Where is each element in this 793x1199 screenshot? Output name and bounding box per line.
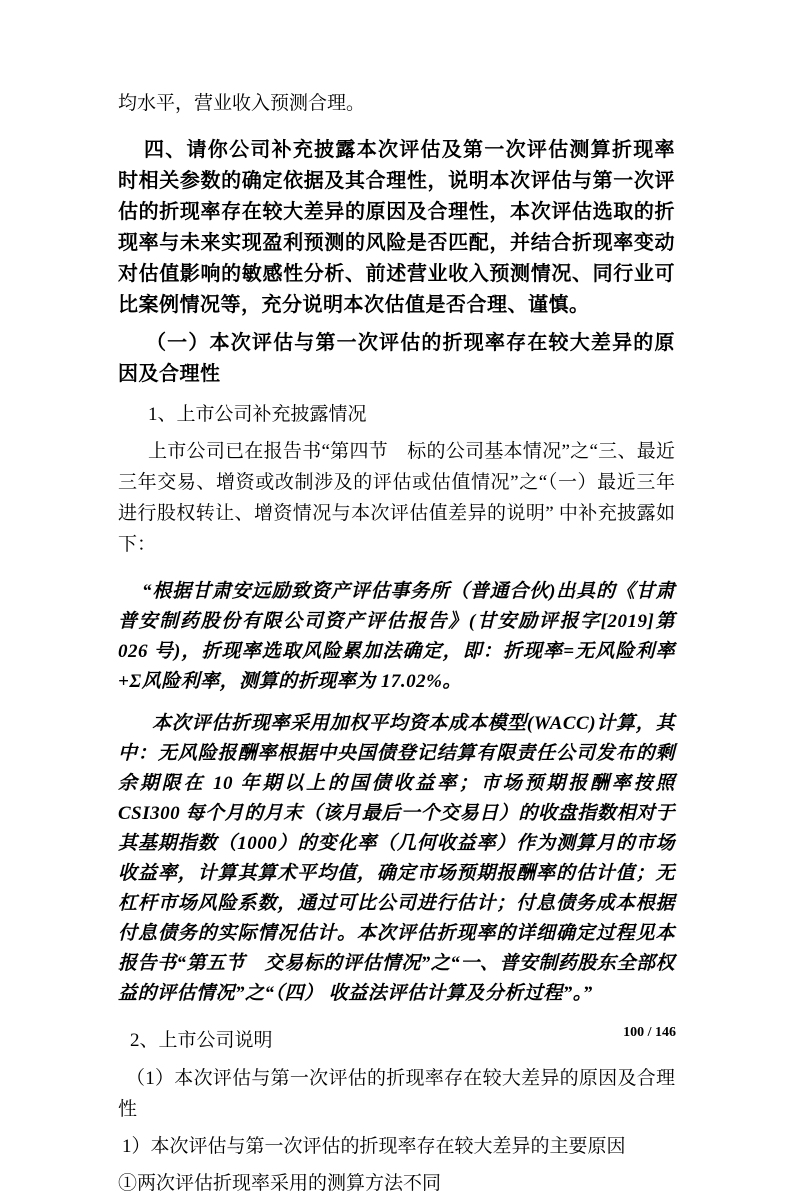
quote-paragraph-discount-rate: “根据甘肃安远励致资产评估事务所（普通合伙)出具的《甘肃普安制药股份有限公司资产评估报告》(甘安励评报字[2019]第 026 号)，折现率选取风险累加法确定，即：折现率=无风险利率+Σ风险利率，测算的折现率为 17.02%。 (118, 581, 675, 692)
disclosure-intro-paragraph: 上市公司已在报告书“第四节 标的公司基本情况”之“三、最近三年交易、增资或改制涉及的评估或估值情况”之“（一）最近三年进行股权转让、增资情况与本次评估值差异的说明” 中补充披露如下： (118, 441, 675, 555)
quote-paragraph-wacc: 本次评估折现率采用加权平均资本成本模型(WACC)计算，其中：无风险报酬率根据中央国债登记结算有限责任公司发布的剩余期限在 10 年期以上的国债收益率；市场预期报酬率按照 CSI300 每个月的月末（该月最后一个交易日）的收盘指数相对于其基期指数（1000）的变化率（几何收益率）作为测算月的市场收益率，计算其算术平均值，确定市场预期报酬率的估计值；无杠杆市场风险系数，通过可比公司进行估计；付息债务成本根据付息债务的实际情况估计。本次评估折现率的详细确定过程见本报告书“第五节 交易标的评估情况”之“一、普安制药股东全部权益的评估情况”之“（四） 收益法评估计算及分析过程”。” (118, 713, 675, 1004)
question-4-heading: 四、请你公司补充披露本次评估及第一次评估测算折现率时相关参数的确定依据及其合理性，说明本次评估与第一次评估的折现率存在较大差异的原因及合理性，本次评估选取的折现率与未来实现盈利预测的风险是否匹配，并结合折现率变动对估值影响的敏感性分析、前述营业收入预测情况、同行业可比案例情况等，充分说明本次估值是否合理、谨慎。 (118, 139, 675, 316)
page-number: 100 / 146 (623, 1025, 676, 1040)
item-2-1-1-point-1: ①两次评估折现率采用的测算方法不同 (118, 1173, 442, 1194)
continuation-paragraph: 均水平，营业收入预测合理。 (118, 93, 366, 114)
item-2-company-statement-heading: 2、上市公司说明 (130, 1030, 273, 1051)
item-2-1-heading: （1）本次评估与第一次评估的折现率存在较大差异的原因及合理性 (118, 1068, 675, 1120)
item-1-supplementary-disclosure-heading: 1、上市公司补充披露情况 (148, 404, 367, 425)
subsection-1-heading: （一）本次评估与第一次评估的折现率存在较大差异的原因及合理性 (118, 332, 675, 385)
item-2-1-1-heading: 1）本次评估与第一次评估的折现率存在较大差异的主要原因 (122, 1136, 626, 1157)
